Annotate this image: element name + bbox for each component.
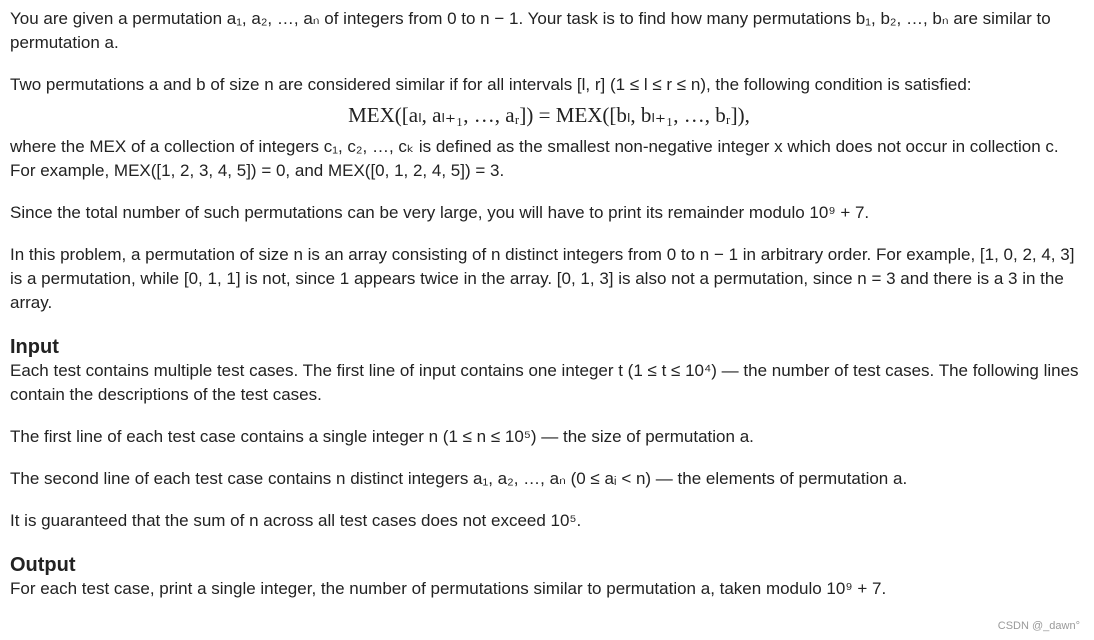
input-heading: Input [10,336,59,358]
mex-formula [10,103,1088,129]
statement-paragraph-4: Since the total number of such permutations can be very large, you will have to print its remainder modulo 10⁹ + 7. [10,203,870,222]
output-paragraph-1: For each test case, print a single integer, the number of permutations similar to permutation a, taken modulo 10⁹ + 7. [10,579,887,598]
mex-formula-text: MEX([aₗ, aₗ₊₁, …, aᵣ]) = MEX([bₗ, bₗ₊₁, …, bᵣ]), [348,103,750,127]
problem-statement [10,7,1088,601]
statement-paragraph-2: Two permutations a and b of size n are considered similar if for all intervals [l, r] (1 ≤ l ≤ r ≤ n), the following condition is satisfied: [10,75,972,94]
input-paragraph-2: The first line of each test case contains a single integer n (1 ≤ n ≤ 10⁵) — the size of permutation a. [10,427,754,446]
input-paragraph-3: The second line of each test case contains n distinct integers a₁, a₂, …, aₙ (0 ≤ aᵢ < n) — the elements of permutation a. [10,469,908,488]
statement-paragraph-3: where the MEX of a collection of integers c₁, c₂, …, cₖ is defined as the smallest non-negative integer x which does not occur in collection c. For example, MEX([1, 2, 3, 4, 5]) = 0, and MEX([0, 1, 2, 4, 5]) = 3. [10,137,1059,180]
statement-paragraph-1: You are given a permutation a₁, a₂, …, aₙ of integers from 0 to n − 1. Your task is to find how many permutations b₁, b₂, …, bₙ are similar to permutation a. [10,9,1051,52]
input-paragraph-1: Each test contains multiple test cases. The first line of input contains one integer t (1 ≤ t ≤ 10⁴) — the number of test cases. The following lines contain the descriptions of the test cases. [10,361,1079,404]
statement-paragraph-5: In this problem, a permutation of size n is an array consisting of n distinct integers from 0 to n − 1 in arbitrary order. For example, [1, 0, 2, 4, 3] is a permutation, while [0, 1, 1] is not, since 1 appears twice in the array. [0, 1, 3] is also not a permutation, since n = 3 and there is a 3 in the array. [10,245,1075,312]
output-heading: Output [10,554,76,576]
input-paragraph-4: It is guaranteed that the sum of n across all test cases does not exceed 10⁵. [10,511,582,530]
watermark: CSDN @_dawn° [997,620,1080,632]
